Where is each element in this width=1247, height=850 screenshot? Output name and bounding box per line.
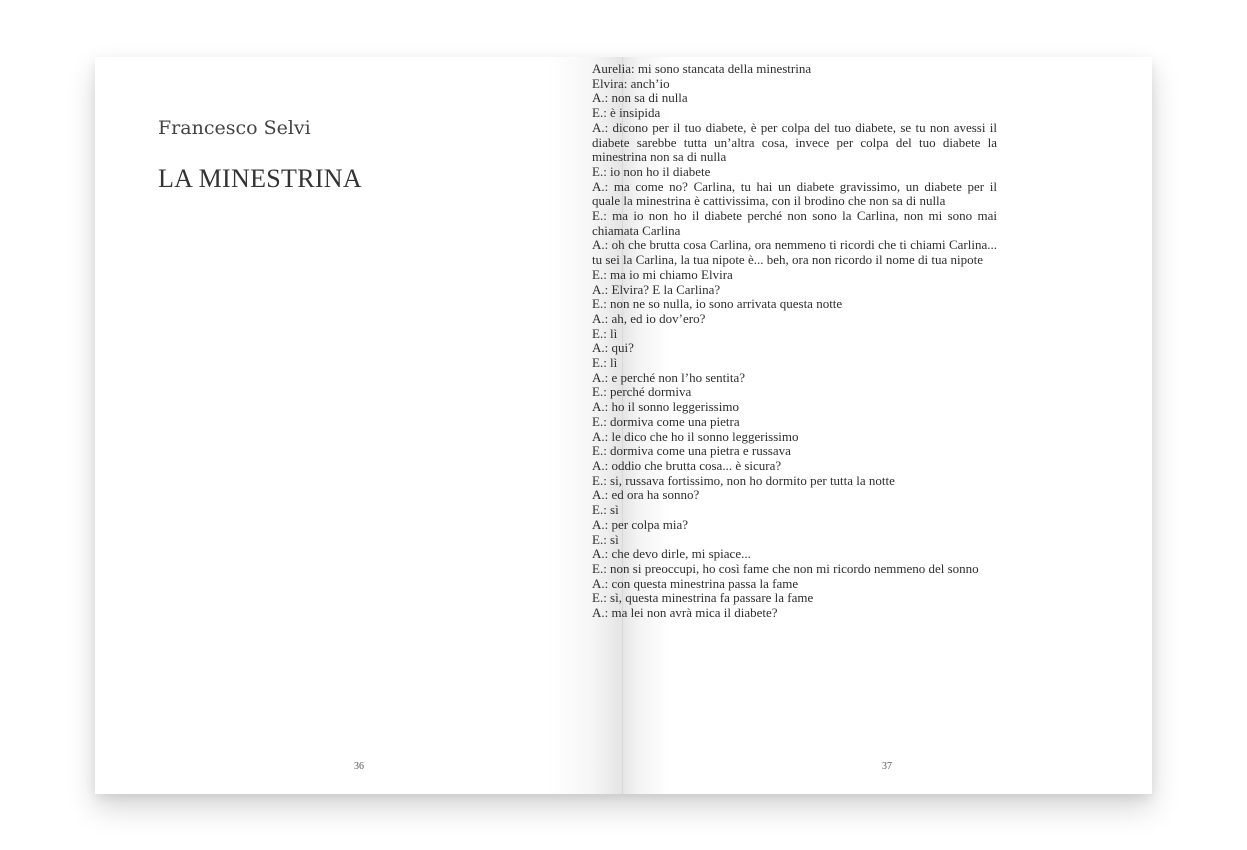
- page-number-left: 36: [354, 761, 364, 772]
- dialogue-line: Elvira: anch’io: [592, 75, 670, 91]
- dialogue-line: A.: e perché non l’ho sentita?: [592, 369, 746, 385]
- dialogue-line: A.: per colpa mia?: [592, 516, 689, 532]
- dialogue-line: E.: lì: [592, 325, 618, 341]
- author-name: Francesco Selvi: [158, 117, 311, 139]
- dialogue-line: E.: perché dormiva: [592, 384, 692, 400]
- dialogue-line: E.: sì, questa minestrina fa passare la fame: [592, 590, 814, 606]
- dialogue-line: E.: ma io mi chiamo Elvira: [592, 266, 733, 282]
- dialogue-line: A.: ah, ed io dov’ero?: [592, 310, 706, 326]
- dialogue-line: A.: ho il sonno leggerissimo: [592, 399, 739, 415]
- dialogue-line: E.: dormiva come una pietra: [592, 413, 740, 429]
- dialogue-line: E.: è insipida: [592, 105, 661, 121]
- dialogue-line: A.: ma lei non avrà mica il diabete?: [592, 605, 778, 621]
- play-title: LA MINESTRINA: [158, 164, 362, 193]
- dialogue-line: A.: ma come no? Carlina, tu hai un diabete gravissimo, un diabete per il quale la minestrina è cattivissima, con il brodino che non sa di nulla: [592, 178, 997, 209]
- dialogue-line: E.: non ne so nulla, io sono arrivata questa notte: [592, 296, 843, 312]
- dialogue-line: E.: ma io non ho il diabete perché non sono la Carlina, non mi sono mai chiamata Carlina: [592, 208, 997, 238]
- dialogue-line: A.: oh che brutta cosa Carlina, ora nemmeno ti ricordi che ti chiami Carlina... tu sei la Carlina, la tua nipote è... beh, ora non ricordo il nome di tua nipote: [592, 237, 997, 268]
- dialogue-line: A.: non sa di nulla: [592, 90, 688, 106]
- left-page: [95, 57, 623, 794]
- page-number-right: 37: [882, 761, 892, 772]
- dialogue-text: [592, 62, 997, 621]
- dialogue-line: E.: io non ho il diabete: [592, 163, 711, 179]
- dialogue-line: E.: non si preoccupi, ho così fame che non mi ricordo nemmeno del sonno: [592, 560, 979, 576]
- dialogue-line: A.: qui?: [592, 340, 634, 356]
- dialogue-line: A.: dicono per il tuo diabete, è per colpa del tuo diabete, se tu non avessi il diabete sarebbe tutta un’altra cosa, invece per colpa del tuo diabete la minestrina non sa di nulla: [592, 119, 997, 165]
- dialogue-line: A.: che devo dirle, mi spiace...: [592, 546, 751, 562]
- dialogue-line: A.: Elvira? E la Carlina?: [592, 281, 721, 297]
- dialogue-line: A.: oddio che brutta cosa... è sicura?: [592, 457, 782, 473]
- dialogue-line: A.: ed ora ha sonno?: [592, 487, 700, 503]
- dialogue-line: E.: sì: [592, 531, 619, 547]
- dialogue-line: A.: con questa minestrina passa la fame: [592, 575, 799, 591]
- dialogue-line: Aurelia: mi sono stancata della minestrina: [592, 61, 812, 76]
- dialogue-line: A.: le dico che ho il sonno leggerissimo: [592, 428, 799, 444]
- dialogue-line: E.: lì: [592, 355, 618, 371]
- dialogue-line: E.: sì: [592, 502, 619, 518]
- dialogue-line: E.: si, russava fortissimo, non ho dormito per tutta la notte: [592, 472, 895, 488]
- dialogue-line: E.: dormiva come una pietra e russava: [592, 443, 791, 459]
